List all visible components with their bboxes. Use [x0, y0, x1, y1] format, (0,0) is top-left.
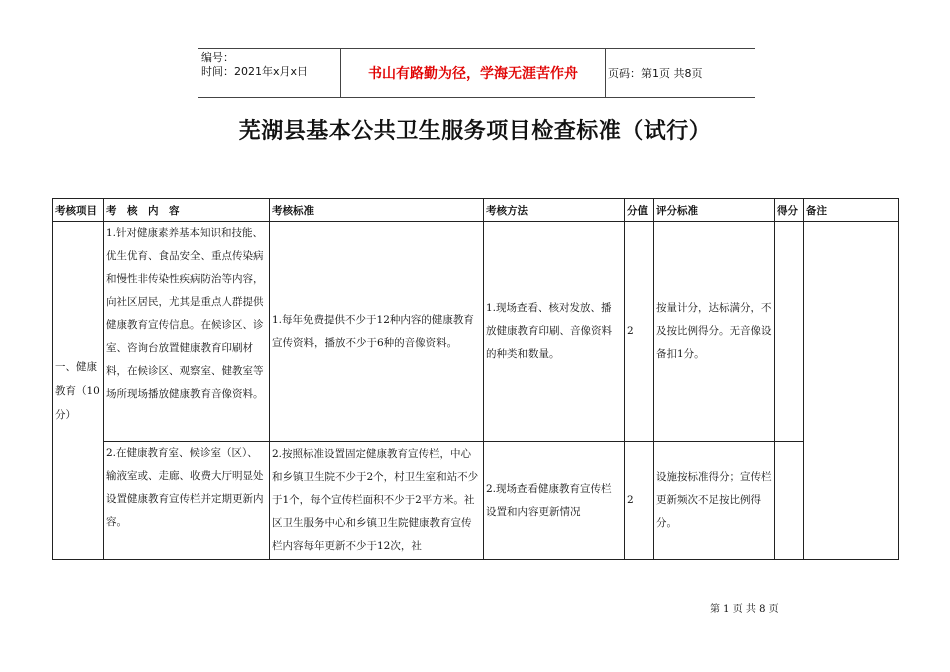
document-title: 芜湖县基本公共卫生服务项目检查标准（试行）	[238, 119, 712, 144]
header-page-info: 页码：第1页 共8页	[608, 67, 703, 80]
note-cell	[804, 222, 899, 560]
content-cell: 2.在健康教育室、候诊室（区）、输液室或、走廊、收费大厅明显处设置健康教育宣传栏并定期更新内容。	[104, 442, 270, 560]
standard-cell: 2.按照标准设置固定健康教育宣传栏，中心和乡镇卫生院不少于2个，村卫生室和站不少于1个，每个宣传栏面积不少于2平方米。社区卫生服务中心和乡镇卫生院健康教育宣传栏内容每年更新不少于12次，社	[270, 442, 484, 560]
page-footer: 第 1 页 共 8 页	[710, 604, 779, 615]
score-cell: 2	[625, 442, 654, 560]
table-row	[53, 222, 899, 442]
column-header: 考核项目	[53, 199, 104, 222]
column-header: 考核方法	[484, 199, 625, 222]
table-header-row	[53, 199, 899, 222]
score-cell: 2	[625, 222, 654, 442]
got-cell	[775, 222, 804, 442]
time-label: 时间：2021年x月x日	[201, 65, 309, 78]
scoring-cell: 按量计分，达标满分，不及按比例得分。无音像设备扣1分。	[654, 222, 775, 442]
header-divider	[340, 49, 341, 97]
method-cell: 2.现场查看健康教育宣传栏设置和内容更新情况	[484, 442, 625, 560]
column-header: 考 核 内 容	[104, 199, 270, 222]
content-cell: 1.针对健康素养基本知识和技能、优生优育、食品安全、重点传染病和慢性非传染性疾病防治等内容，向社区居民，尤其是重点人群提供健康教育宣传信息。在候诊区、诊室、咨询台放置健康教育印刷材料，在候诊区、观察室、健教室等场所现场播放健康教育音像资料。	[104, 222, 270, 442]
column-header: 备注	[804, 199, 899, 222]
table-row	[53, 442, 899, 560]
header-motto: 书山有路勤为径，学海无涯苦作舟	[368, 66, 578, 82]
column-header: 分值	[625, 199, 654, 222]
column-header: 评分标准	[654, 199, 775, 222]
header-meta	[201, 51, 339, 95]
header-divider	[605, 49, 606, 97]
column-header: 考核标准	[270, 199, 484, 222]
method-cell: 1.现场查看、核对发放、播放健康教育印刷、音像资料的种类和数量。	[484, 222, 625, 442]
column-header: 得分	[775, 199, 804, 222]
number-label: 编号：	[201, 51, 234, 64]
document-header	[198, 48, 755, 98]
scoring-cell: 设施按标准得分；宣传栏更新频次不足按比例得分。	[654, 442, 775, 560]
category-cell: 一、健康教育（10分）	[53, 222, 104, 560]
inspection-table	[52, 198, 899, 560]
standard-cell: 1.每年免费提供不少于12种内容的健康教育宣传资料，播放不少于6种的音像资料。	[270, 222, 484, 442]
got-cell	[775, 442, 804, 560]
